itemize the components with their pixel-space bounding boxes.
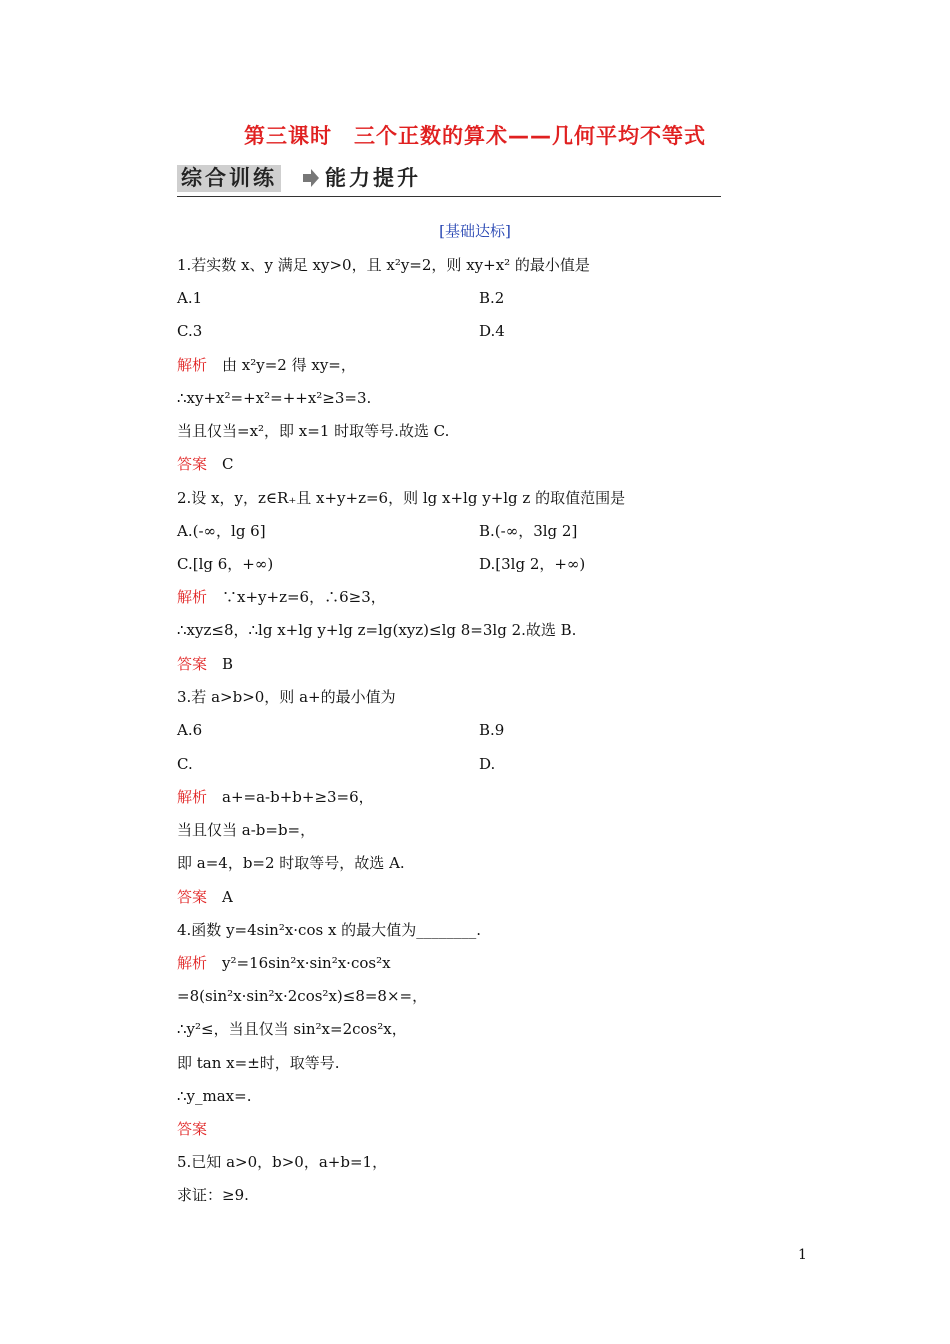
q4-step-3: 即 tan x=±时，取等号. [177, 1054, 340, 1072]
q4-step-4: ∴y_max=. [177, 1087, 252, 1105]
banner-tag: 综合训练 [177, 165, 281, 192]
page-title: 第三课时 三个正数的算术——几何平均不等式 [244, 124, 706, 148]
q3-answer [177, 887, 233, 907]
section-heading: [基础达标] [439, 222, 511, 240]
question-2-stem: 2.设 x，y，z∈R₊且 x+y+z=6，则 lg x+lg y+lg z 的取值范围是 [177, 489, 626, 507]
q4-analysis-text: y²=16sin²x·sin²x·cos²x [207, 954, 391, 972]
q2-analysis-text: ∵x+y+z=6，∴6≥3， [207, 588, 386, 606]
section-banner [177, 163, 721, 197]
q3-analysis [177, 787, 374, 807]
q2-option-d: D.[3lg 2，+∞) [479, 555, 586, 573]
answer-label: 答案 [177, 455, 208, 473]
question-5-stem: 5.已知 a>0，b>0，a+b=1， [177, 1153, 388, 1171]
q5-step-1: 求证：≥9. [177, 1186, 249, 1204]
q3-option-d: D. [479, 755, 496, 773]
q2-answer [177, 654, 233, 674]
q2-option-c: C.[lg 6，+∞) [177, 555, 274, 573]
q1-step-2: 当且仅当=x²，即 x=1 时取等号.故选 C. [177, 422, 450, 440]
q1-step-1: ∴xy+x²=+x²=++x²≥3=3. [177, 389, 372, 407]
answer-label: 答案 [177, 888, 208, 906]
analysis-label: 解析 [177, 356, 208, 374]
analysis-label: 解析 [177, 954, 208, 972]
q1-analysis-text: 由 x²y=2 得 xy=， [207, 356, 356, 374]
q3-option-b: B.9 [479, 721, 505, 739]
q2-analysis [177, 587, 386, 607]
q2-option-a: A.(-∞，lg 6] [177, 522, 266, 540]
analysis-label: 解析 [177, 788, 208, 806]
question-3-stem: 3.若 a>b>0，则 a+的最小值为 [177, 688, 396, 706]
answer-label: 答案 [177, 1120, 208, 1138]
q1-option-c: C.3 [177, 322, 203, 340]
q3-step-1: 当且仅当 a-b=b=， [177, 821, 316, 839]
q1-answer-text: C [207, 455, 234, 473]
q3-answer-text: A [207, 888, 233, 906]
q1-answer [177, 454, 234, 474]
q3-analysis-text: a+=a-b+b+≥3=6， [207, 788, 374, 806]
q3-step-2: 即 a=4，b=2 时取等号，故选 A. [177, 854, 405, 872]
analysis-label: 解析 [177, 588, 208, 606]
q1-option-b: B.2 [479, 289, 505, 307]
q2-option-b: B.(-∞，3lg 2] [479, 522, 578, 540]
q3-option-a: A.6 [177, 721, 203, 739]
q4-analysis [177, 953, 391, 973]
answer-label: 答案 [177, 655, 208, 673]
q4-step-2: ∴y²≤，当且仅当 sin²x=2cos²x， [177, 1020, 407, 1038]
q2-answer-text: B [207, 655, 234, 673]
q2-step-1: ∴xyz≤8，∴lg x+lg y+lg z=lg(xyz)≤lg 8=3lg 2.故选 B. [177, 621, 577, 639]
q4-answer [177, 1119, 207, 1139]
arrow-right-icon [303, 167, 319, 189]
question-4-stem: 4.函数 y=4sin²x·cos x 的最大值为________. [177, 921, 481, 939]
q1-option-d: D.4 [479, 322, 505, 340]
q1-option-a: A.1 [177, 289, 203, 307]
question-1-stem: 1.若实数 x、y 满足 xy>0，且 x²y=2，则 xy+x² 的最小值是 [177, 256, 590, 274]
q4-step-1: =8(sin²x·sin²x·2cos²x)≤8=8×=， [177, 987, 428, 1005]
banner-subtitle: 能力提升 [325, 166, 421, 190]
q1-analysis [177, 355, 356, 375]
page-number: 1 [798, 1247, 807, 1263]
q3-option-c: C. [177, 755, 193, 773]
